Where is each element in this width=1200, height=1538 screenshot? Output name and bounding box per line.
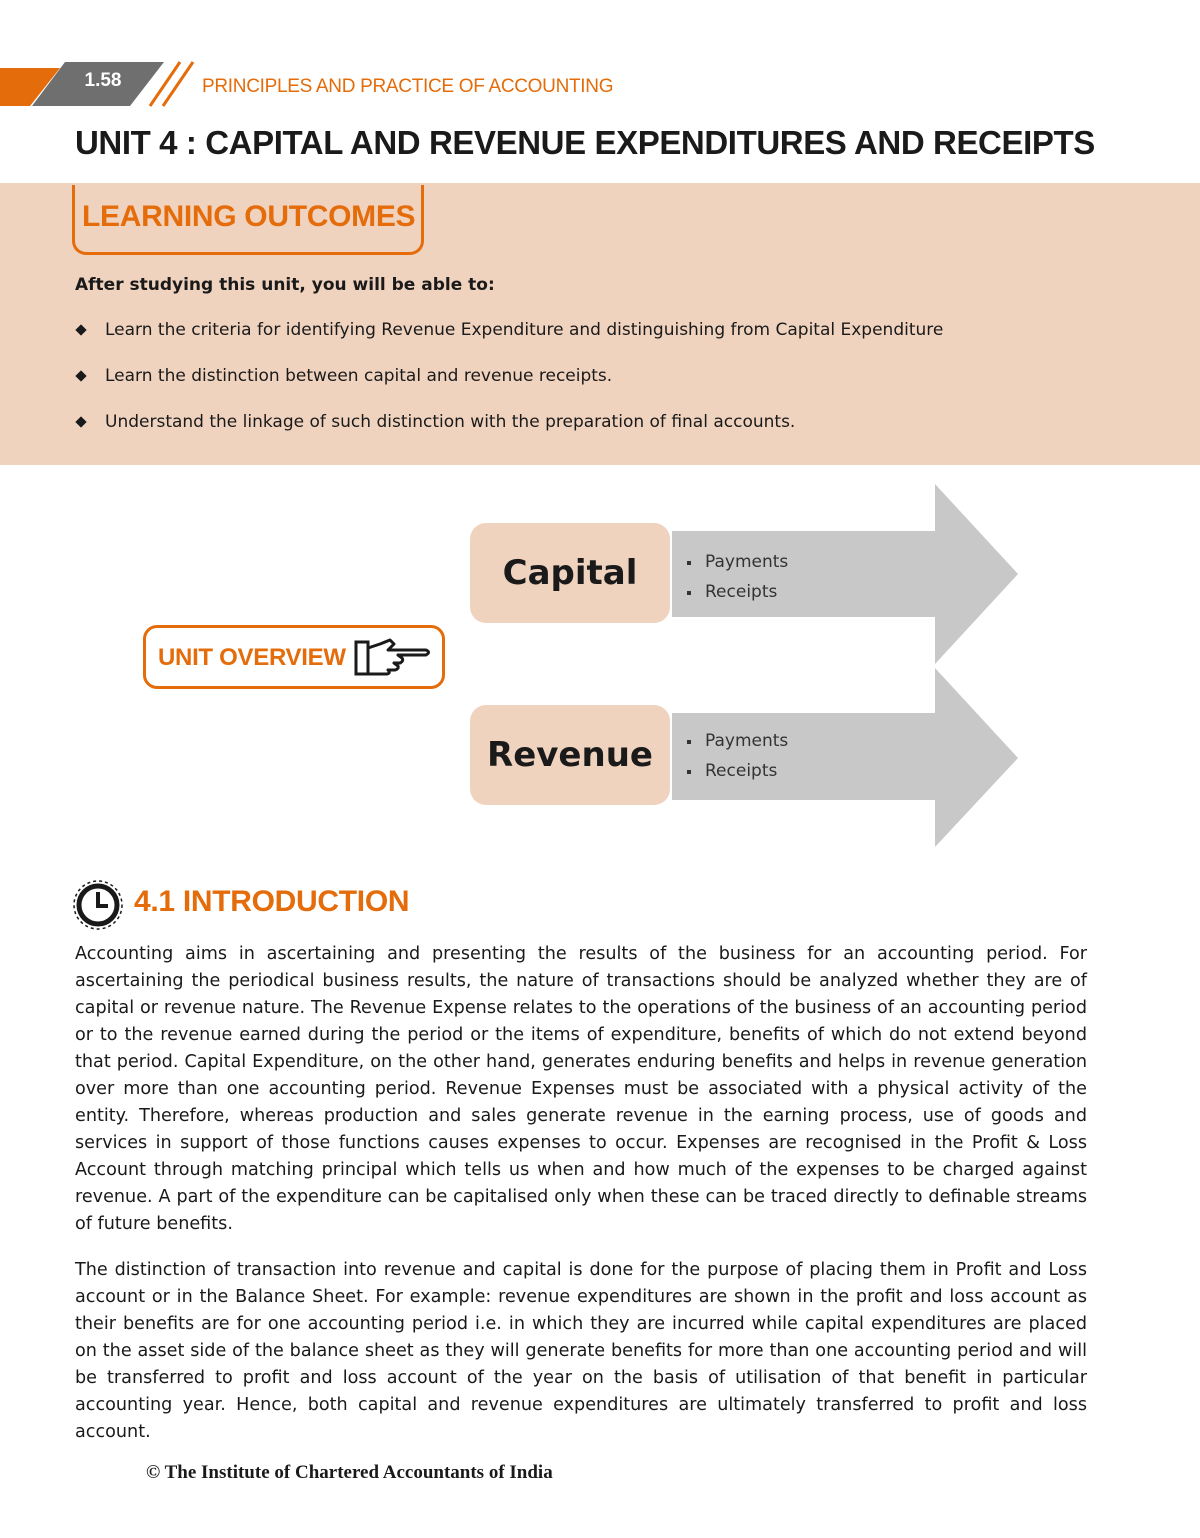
unit-title: UNIT 4 : CAPITAL AND REVENUE EXPENDITURES AND RECEIPTS xyxy=(75,124,1095,161)
header-banner xyxy=(0,0,1200,120)
diamond-bullet-icon xyxy=(75,324,86,335)
list-item: Payments xyxy=(685,550,788,580)
list-item: Payments xyxy=(685,729,788,759)
paragraph: Accounting aims in ascertaining and presenting the results of the business for an accounting period. For ascertaining the periodical business results, the nature of transactions should be analyzed whether they are of capital or revenue nature. The Revenue Expense relates to the operations of the business of an accounting period or to the revenue earned during the period or the items of expenditure, benefits of which do not extend beyond that period. Capital Expenditure, on the other hand, generates enduring benefits and helps in revenue generation over more than one accounting period. Revenue Expenses must be associated with a physical activity of the entity. Therefore, whereas production and sales generate revenue in the earning process, use of goods and services in support of those functions causes expenses to occur. Expenses are recognised in the Profit & Loss Account through matching principal which tells us when and how much of the expenses to be charged against revenue. A part of the expenditure can be capitalised only when these can be traced directly to definable streams of future benefits. xyxy=(75,944,1087,1234)
footer-copyright: © The Institute of Chartered Accountants of India xyxy=(146,1462,553,1483)
list-item: Receipts xyxy=(685,759,788,789)
paragraph: The distinction of transaction into revenue and capital is done for the purpose of placing them in Profit and Loss account or in the Balance Sheet. For example: revenue expenditures are shown in the profit and loss account as their benefits are for one accounting period i.e. in which they are incurred while capital expenditures are placed on the asset side of the balance sheet as they will generate benefits for more than one accounting period and will be transferred to profit and loss account of the year on the basis of utilisation of that benefit in particular accounting year. Hence, both capital and revenue expenditures are ultimately transferred to profit and loss account. xyxy=(75,1260,1087,1442)
learning-outcomes-intro: After studying this unit, you will be able to: xyxy=(75,275,495,295)
list-item: Learn the distinction between capital and revenue receipts. xyxy=(75,364,943,410)
bullet-icon xyxy=(687,561,691,565)
page-number: 1.58 xyxy=(84,70,122,91)
capital-box: Capital xyxy=(470,523,670,623)
bullet-icon xyxy=(687,591,691,595)
section-title: 4.1 INTRODUCTION xyxy=(134,885,410,918)
unit-overview-label: UNIT OVERVIEW xyxy=(158,644,346,671)
diamond-bullet-icon xyxy=(75,416,86,427)
list-item: Understand the linkage of such distinction with the preparation of final accounts. xyxy=(75,410,943,456)
learning-outcomes-title: LEARNING OUTCOMES xyxy=(82,200,416,233)
revenue-items xyxy=(685,729,788,789)
diamond-bullet-icon xyxy=(75,370,86,381)
bullet-icon xyxy=(687,770,691,774)
pointing-hand-icon xyxy=(354,636,434,680)
capital-items xyxy=(685,550,788,610)
book-title: PRINCIPLES AND PRACTICE OF ACCOUNTING xyxy=(202,76,614,97)
revenue-box: Revenue xyxy=(470,705,670,805)
learning-outcomes-list xyxy=(75,318,943,456)
clock-icon xyxy=(72,878,124,930)
list-item: Receipts xyxy=(685,580,788,610)
list-item: Learn the criteria for identifying Revenue Expenditure and distinguishing from Capital Expenditure xyxy=(75,318,943,364)
bullet-icon xyxy=(687,740,691,744)
